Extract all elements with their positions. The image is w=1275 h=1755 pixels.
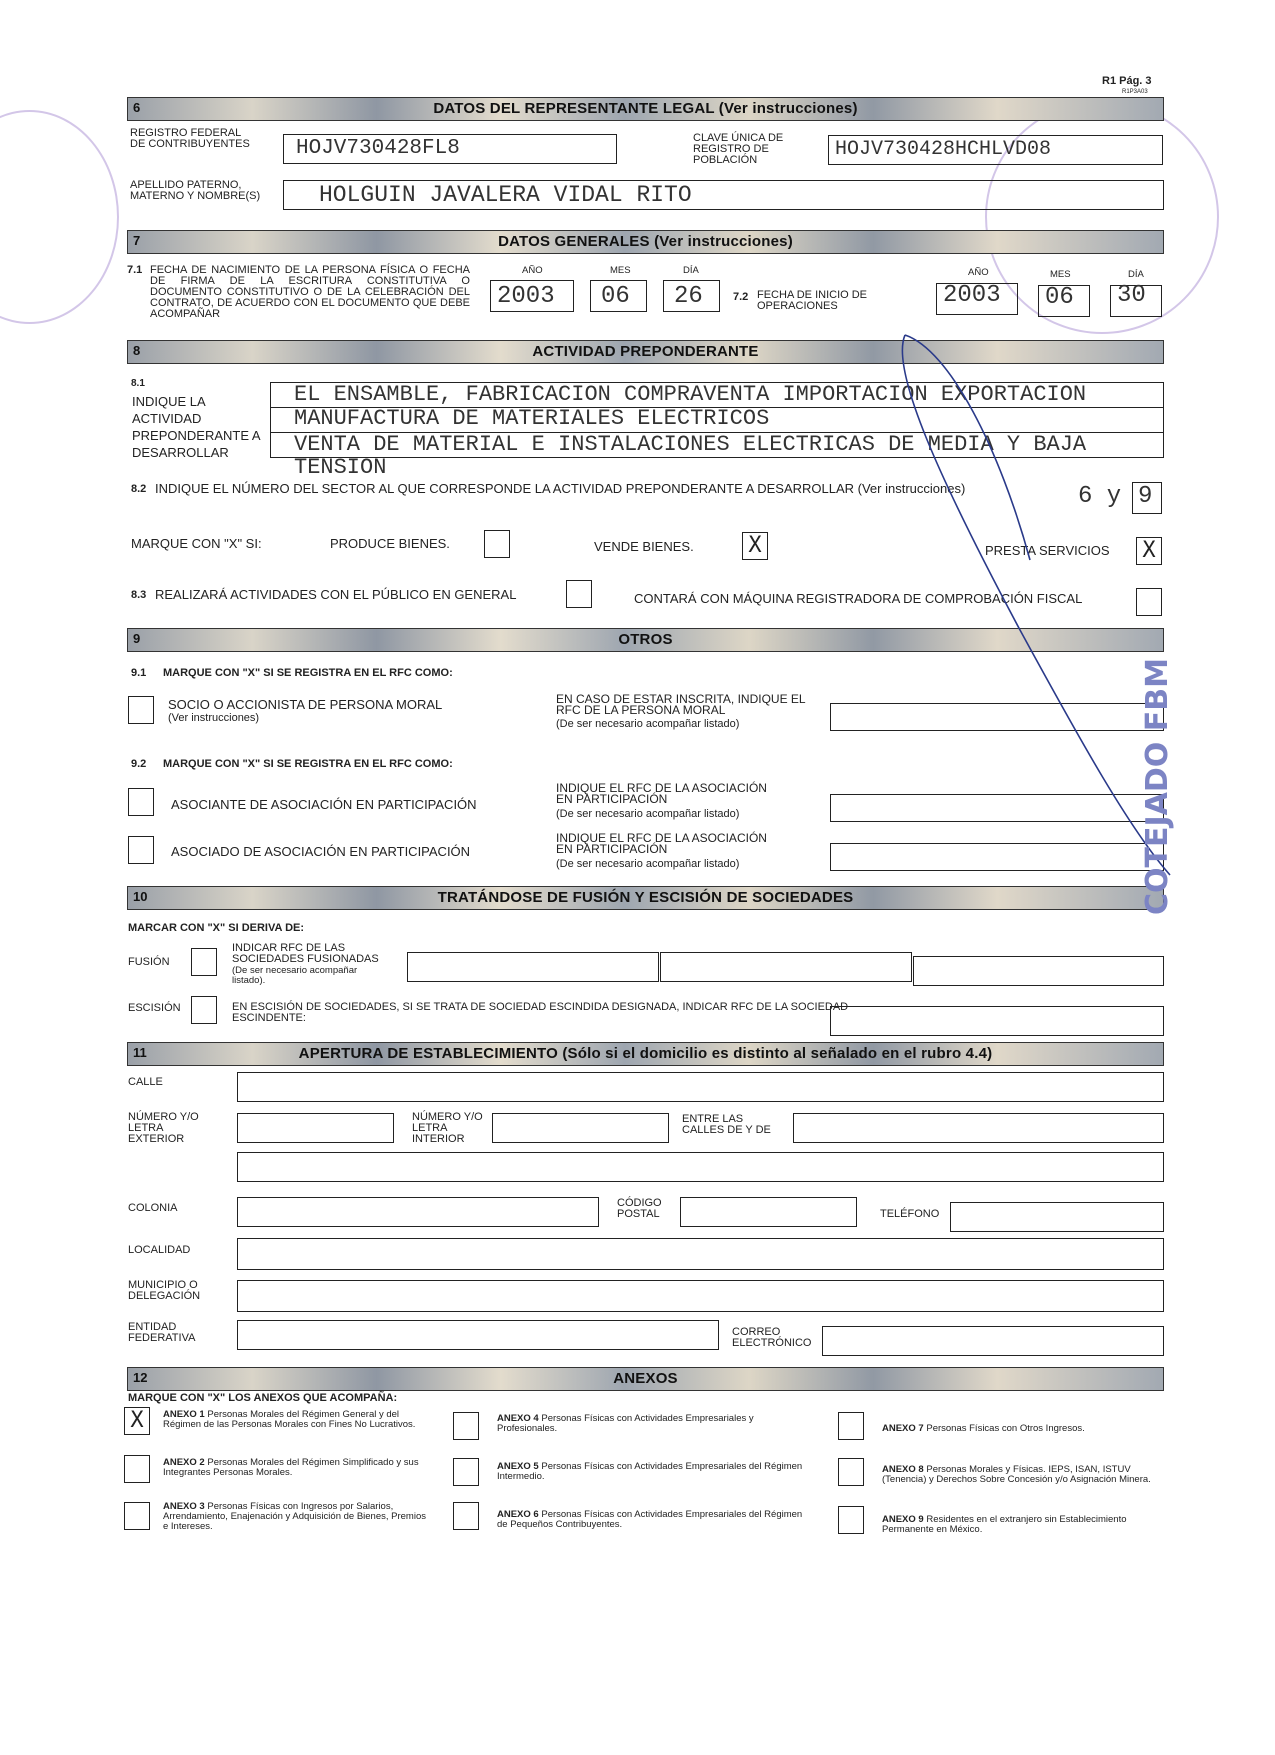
birth-month-value: 06 [601, 283, 630, 310]
rfc-asoc-sub-1: (De ser necesario acompañar listado) [556, 808, 740, 820]
year-label: AÑO [522, 265, 543, 276]
entre-label: ENTRE LAS CALLES DE Y DE [682, 1113, 771, 1136]
anexo-head: ANEXO 8 [882, 1464, 924, 1475]
cp-label: CÓDIGO POSTAL [617, 1197, 662, 1220]
fusion-sub: (De ser necesario acompañar listado). [232, 965, 358, 986]
anexo-head: ANEXO 5 [497, 1461, 539, 1472]
section-number: 10 [133, 889, 148, 904]
birth-num: 7.1 [127, 264, 143, 276]
handwritten-scribble [880, 330, 1180, 890]
localidad-field[interactable] [237, 1238, 1164, 1270]
anexo-text: Personas Físicas con Actividades Empresariales del Régimen Intermedio. [497, 1461, 803, 1482]
escision-text: EN ESCISIÓN DE SOCIEDADES, SI SE TRATA DE SOCIEDAD ESCINDIDA DESIGNADA, INDICAR RFC DE LA SOCIEDAD ESCINDENTE: [232, 1001, 849, 1024]
start-month-field[interactable] [1038, 285, 1090, 317]
curp-value: HOJV730428HCHLVD08 [835, 138, 1052, 161]
q1-num: 9.1 [131, 667, 147, 679]
anexo-text: Personas Morales del Régimen General y del Régimen de las Personas Morales con Fines No Lucrativos. [163, 1409, 416, 1430]
section-number: 6 [133, 100, 141, 115]
entre-field-1[interactable] [793, 1113, 1164, 1143]
start-year-value: 2003 [943, 282, 1001, 309]
rfc-asoc-label-1: INDIQUE EL RFC DE LA ASOCIACIÓN EN PARTICIPACIÓN [556, 781, 767, 806]
anexo-7-label [882, 1424, 1162, 1434]
cotejado-stamp: COTEJADO FBM [1140, 658, 1175, 915]
activity-text-1: EL ENSAMBLE, FABRICACION COMPRAVENTA IMPORTACION EXPORTACION [294, 382, 1087, 407]
anexo-2-label [163, 1458, 433, 1478]
activity-text-4: TENSION [294, 455, 387, 480]
anexo-9-checkbox[interactable] [838, 1506, 864, 1534]
inscrita-label: EN CASO DE ESTAR INSCRITA, INDIQUE EL RFC DE LA PERSONA MORAL [556, 692, 806, 717]
section-title: TRATÁNDOSE DE FUSIÓN Y ESCISIÓN DE SOCIEDADES [437, 889, 854, 906]
birth-year-value: 2003 [497, 283, 555, 310]
anexo-8-label [882, 1465, 1162, 1485]
colonia-field[interactable] [237, 1197, 599, 1227]
q2-label: MARQUE CON "X" SI SE REGISTRA EN EL RFC COMO: [163, 758, 453, 770]
section-number: 8 [133, 343, 141, 358]
start-year-label: AÑO [968, 267, 989, 278]
num-int-label: NÚMERO Y/O LETRA INTERIOR [412, 1111, 483, 1145]
activity-text-2: MANUFACTURA DE MATERIALES ELECTRICOS [294, 406, 770, 431]
register-label: CONTARÁ CON MÁQUINA REGISTRADORA DE COMPROBACIÓN FISCAL [634, 591, 1083, 606]
anexo-1-checkbox[interactable] [124, 1407, 150, 1435]
fusion-rfc-field-1[interactable] [407, 952, 659, 982]
day-label: DÍA [683, 265, 699, 276]
section-title: ANEXOS [613, 1370, 678, 1387]
inscrita-sub: (De ser necesario acompañar listado) [556, 718, 740, 730]
anexo-text: Personas Morales del Régimen Simplificado y sus Integrantes Personas Morales. [163, 1457, 419, 1478]
birth-label: FECHA DE NACIMIENTO DE LA PERSONA FÍSICA O FECHA DE FIRMA DE LA ESCRITURA CONSTITUTIVA O DOCUMENTO CONSTITUTIVO O DE LA CELEBRACIÓN DEL CONTRATO, DE ACUERDO CON EL DOCUMENTO QUE DEBE ACOMPAÑAR [150, 264, 470, 320]
curp-field[interactable] [828, 135, 1163, 165]
section-number: 7 [133, 233, 141, 248]
anexo-5-checkbox[interactable] [453, 1458, 479, 1486]
asociado-checkbox[interactable] [128, 836, 154, 864]
sector-num: 8.2 [131, 483, 147, 495]
month-label: MES [610, 265, 631, 276]
vende-label: VENDE BIENES. [594, 539, 694, 554]
curp-label: CLAVE ÚNICA DE REGISTRO DE POBLACIÓN [693, 132, 784, 166]
socio-label: SOCIO O ACCIONISTA DE PERSONA MORAL [168, 697, 443, 712]
anexo-5-label [497, 1462, 807, 1482]
name-label: APELLIDO PATERNO, MATERNO Y NOMBRE(S) [130, 179, 261, 202]
produce-label: PRODUCE BIENES. [330, 536, 450, 551]
start-month-value: 06 [1045, 284, 1074, 311]
q1-label: MARQUE CON "X" SI SE REGISTRA EN EL RFC COMO: [163, 667, 453, 679]
anexo-head: ANEXO 4 [497, 1413, 539, 1424]
rfc-asoc-label-2: INDIQUE EL RFC DE LA ASOCIACIÓN EN PARTICIPACIÓN [556, 831, 767, 856]
escision-rfc-field[interactable] [830, 1006, 1164, 1036]
section-12-band [127, 1367, 1164, 1391]
anexo-3-label [163, 1502, 433, 1532]
anexo-text: Personas Físicas con Actividades Empresariales y Profesionales. [497, 1413, 754, 1434]
start-day-field[interactable] [1110, 282, 1162, 317]
birth-day-field[interactable] [663, 280, 720, 312]
sector-label: INDIQUE EL NÚMERO DEL SECTOR AL QUE CORRESPONDE LA ACTIVIDAD PREPONDERANTE A DESARROLLAR (Ver instrucciones) [155, 481, 966, 496]
anexo-4-label [497, 1414, 807, 1434]
anexos-label: MARQUE CON "X" LOS ANEXOS QUE ACOMPAÑA: [128, 1392, 398, 1404]
anexo-head: ANEXO 7 [882, 1423, 924, 1434]
anexo-text: Personas Físicas con Otros Ingresos. [926, 1423, 1085, 1434]
rfc-field[interactable] [283, 134, 617, 164]
anexo-head: ANEXO 9 [882, 1514, 924, 1525]
socio-checkbox[interactable] [128, 696, 154, 724]
birth-day-value: 26 [674, 283, 703, 310]
public-checkbox[interactable] [566, 580, 592, 608]
anexo-text: Personas Físicas con Ingresos por Salarios, Arrendamiento, Enajenación y Adquisición de Bienes, Premios e Intereses. [163, 1501, 426, 1532]
anexo-8-checkbox[interactable] [838, 1458, 864, 1486]
start-label: FECHA DE INICIO DE OPERACIONES [757, 289, 868, 312]
anexo-head: ANEXO 3 [163, 1501, 205, 1512]
start-month-label: MES [1050, 269, 1071, 280]
section-number: 12 [133, 1370, 148, 1385]
anexo-2-checkbox[interactable] [124, 1455, 150, 1483]
correo-label: CORREO ELECTRÓNICO [732, 1326, 812, 1349]
calle-label: CALLE [128, 1076, 163, 1088]
telefono-field[interactable] [950, 1202, 1164, 1232]
num-ext-label: NÚMERO Y/O LETRA EXTERIOR [128, 1111, 199, 1145]
section-title: DATOS DEL REPRESENTANTE LEGAL (Ver instrucciones) [433, 100, 858, 117]
start-day-value: 30 [1117, 282, 1146, 309]
asociante-checkbox[interactable] [128, 788, 154, 816]
section-title: OTROS [618, 631, 673, 648]
fusion-rfc-label: INDICAR RFC DE LAS SOCIEDADES FUSIONADAS [232, 942, 379, 965]
sector-value-a: 6 y [1078, 483, 1122, 510]
activity-label: INDIQUE LA ACTIVIDAD PREPONDERANTE A DESARROLLAR [132, 394, 260, 460]
vende-checkbox[interactable] [742, 532, 768, 560]
sector-value-b: 9 [1138, 483, 1153, 510]
birth-month-field[interactable] [590, 280, 647, 312]
socio-sub: (Ver instrucciones) [168, 712, 260, 724]
activity-text-3: VENTA DE MATERIAL E INSTALACIONES ELECTRICAS DE MEDIA Y BAJA [294, 432, 1087, 457]
entidad-field[interactable] [237, 1320, 719, 1350]
birth-year-field[interactable] [490, 280, 574, 312]
start-num: 7.2 [733, 291, 749, 303]
name-field[interactable] [283, 180, 1164, 210]
activity-num: 8.1 [131, 378, 145, 389]
section-number: 11 [133, 1045, 147, 1060]
entre-field-2[interactable] [237, 1152, 1164, 1182]
start-year-field[interactable] [936, 283, 1018, 315]
section-number: 9 [133, 631, 141, 646]
section-7-band [127, 230, 1164, 254]
vende-mark: X [748, 533, 762, 558]
asociado-label: ASOCIADO DE ASOCIACIÓN EN PARTICIPACIÓN [171, 844, 471, 859]
anexo-1-mark: X [130, 1408, 144, 1433]
section-title: ACTIVIDAD PREPONDERANTE [532, 343, 759, 360]
calle-field[interactable] [237, 1072, 1164, 1102]
fusion-label: FUSIÓN [128, 956, 170, 968]
telefono-label: TELÉFONO [880, 1208, 940, 1220]
anexo-6-label [497, 1510, 807, 1530]
num-ext-field[interactable] [237, 1113, 394, 1143]
page-code: R1P3A03 [1122, 89, 1148, 95]
name-value: HOLGUIN JAVALERA VIDAL RITO [319, 182, 692, 208]
public-label: REALIZARÁ ACTIVIDADES CON EL PÚBLICO EN GENERAL [155, 587, 517, 602]
section-11-band [127, 1042, 1164, 1066]
q2-num: 9.2 [131, 758, 147, 770]
presta-label: PRESTA SERVICIOS [985, 543, 1110, 558]
anexo-head: ANEXO 2 [163, 1457, 205, 1468]
presta-mark: X [1142, 538, 1156, 563]
derive-label: MARCAR CON "X" SI DERIVA DE: [128, 922, 305, 934]
localidad-label: LOCALIDAD [128, 1244, 191, 1256]
asociante-label: ASOCIANTE DE ASOCIACIÓN EN PARTICIPACIÓN [171, 797, 477, 812]
section-title: APERTURA DE ESTABLECIMIENTO (Sólo si el domicilio es distinto al señalado en el rubro 4.4) [298, 1045, 993, 1062]
municipio-label: MUNICIPIO O DELEGACIÓN [128, 1279, 201, 1302]
anexo-text: Personas Físicas con Actividades Empresariales del Régimen de Pequeños Contribuyentes. [497, 1509, 803, 1530]
anexo-3-checkbox[interactable] [124, 1502, 150, 1530]
anexo-6-checkbox[interactable] [453, 1502, 479, 1530]
anexo-7-checkbox[interactable] [838, 1412, 864, 1440]
section-title: DATOS GENERALES (Ver instrucciones) [498, 233, 793, 250]
municipio-field[interactable] [237, 1280, 1164, 1312]
public-num: 8.3 [131, 589, 147, 601]
fusion-rfc-field-2[interactable] [660, 952, 912, 982]
anexo-text: Personas Morales y Físicas. IEPS, ISAN, ISTUV (Tenencia) y Derechos Sobre Concesión y/o Asignación Minera. [882, 1464, 1151, 1485]
colonia-label: COLONIA [128, 1202, 178, 1214]
anexo-head: ANEXO 1 [163, 1409, 205, 1420]
mark-si-label: MARQUE CON "X" SI: [131, 536, 262, 551]
rfc-label: REGISTRO FEDERAL DE CONTRIBUYENTES [130, 127, 250, 150]
num-int-field[interactable] [492, 1113, 669, 1143]
rfc-asoc-sub-2: (De ser necesario acompañar listado) [556, 858, 740, 870]
produce-checkbox[interactable] [484, 530, 510, 558]
cp-field[interactable] [680, 1197, 857, 1227]
start-day-label: DÍA [1128, 269, 1144, 280]
escision-checkbox[interactable] [191, 996, 217, 1024]
escision-label: ESCISIÓN [128, 1002, 181, 1014]
correo-field[interactable] [822, 1326, 1164, 1356]
fusion-rfc-field-3[interactable] [913, 956, 1164, 986]
anexo-1-label [163, 1410, 433, 1430]
anexo-head: ANEXO 6 [497, 1509, 539, 1520]
fusion-checkbox[interactable] [191, 948, 217, 976]
rfc-value: HOJV730428FL8 [296, 137, 460, 160]
anexo-4-checkbox[interactable] [453, 1412, 479, 1440]
notary-seal-left [0, 110, 119, 324]
entidad-label: ENTIDAD FEDERATIVA [128, 1321, 196, 1344]
anexo-text: Residentes en el extranjero sin Establecimiento Permanente en México. [882, 1514, 1127, 1535]
anexo-9-label [882, 1515, 1162, 1535]
section-6-band [127, 97, 1164, 121]
page-ref: R1 Pág. 3 [1102, 75, 1152, 87]
